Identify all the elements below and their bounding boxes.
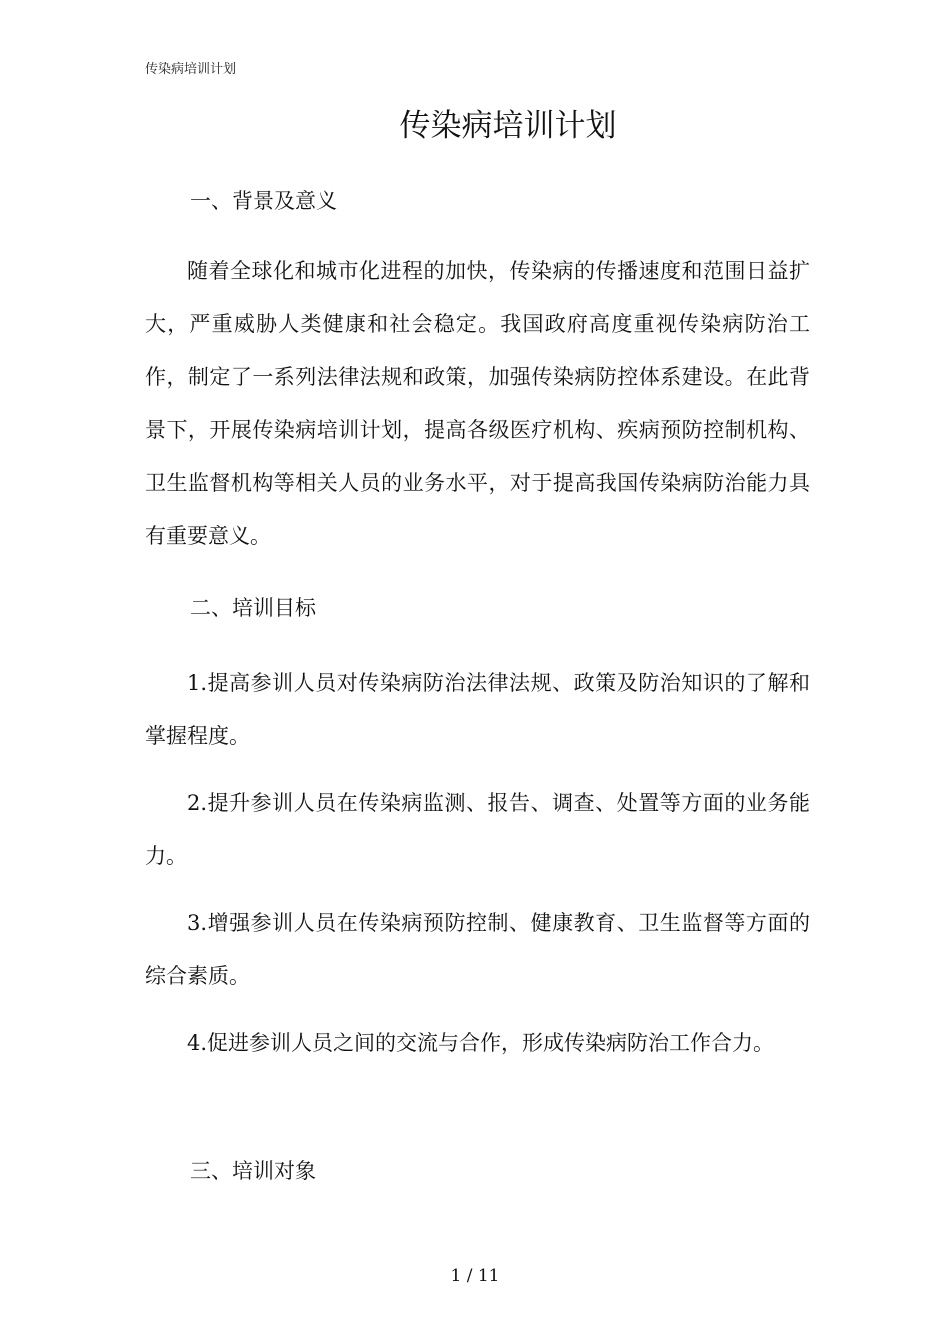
section-heading-goals: 二、培训目标 — [190, 596, 316, 620]
section-heading-audience: 三、培训对象 — [190, 1159, 316, 1183]
running-header: 传染病培训计划 — [145, 62, 237, 77]
section-heading-background: 一、背景及意义 — [190, 189, 337, 213]
paragraph-goal-4: 4.促进参训人员之间的交流与合作，形成传染病防治工作合力。 — [187, 1031, 775, 1055]
paragraph-goal-1: 1.提高参训人员对传染病防治法律法规、政策及防治知识的了解和掌握程度。 — [145, 671, 810, 748]
document-title: 传染病培训计划 — [399, 108, 617, 144]
paragraph-background: 随着全球化和城市化进程的加快，传染病的传播速度和范围日益扩大，严重威胁人类健康和社会稳定。我国政府高度重视传染病防治工作，制定了一系列法律法规和政策，加强传染病防控体系建设。在此背景下，开展传染病培训计划，提高各级医疗机构、疾病预防控制机构、卫生监督机构等相关人员的业务水平，对于提高我国传染病防治能力具有重要意义。 — [145, 259, 810, 548]
paragraph-goal-2: 2.提升参训人员在传染病监测、报告、调查、处置等方面的业务能力。 — [145, 791, 810, 868]
paragraph-goal-3: 3.增强参训人员在传染病预防控制、健康教育、卫生监督等方面的综合素质。 — [145, 911, 810, 988]
page-number: 1 / 11 — [450, 1266, 500, 1286]
